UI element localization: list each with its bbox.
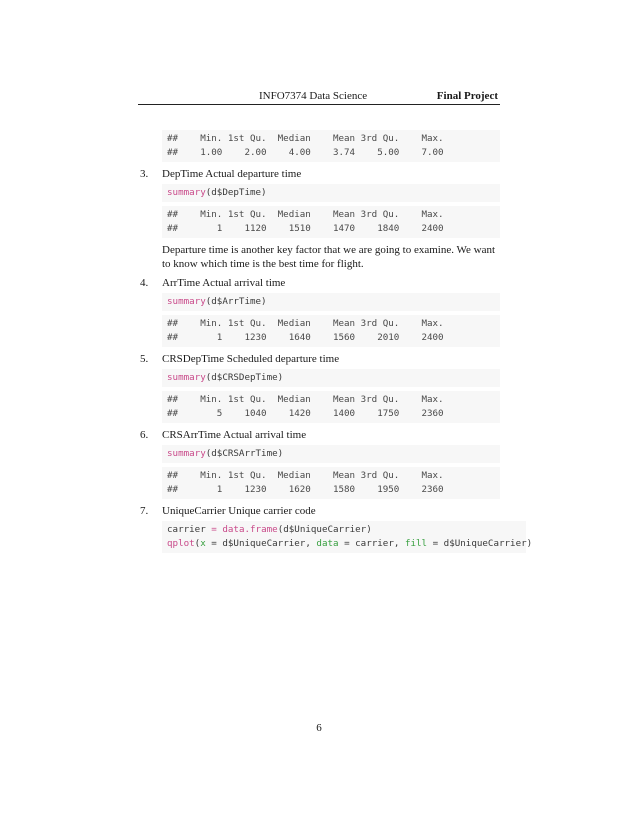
code-arg-name: x xyxy=(200,538,206,549)
code-function: summary xyxy=(167,448,206,459)
code-block xyxy=(162,184,500,202)
code-argument: (d$CRSDepTime) xyxy=(205,372,284,383)
output-line: ## Min. 1st Qu. Median Mean 3rd Qu. Max. xyxy=(167,394,444,405)
code-block xyxy=(162,293,500,311)
code-token: (d$UniqueCarrier) xyxy=(277,524,372,535)
code-arg-name: data xyxy=(316,538,339,549)
item-number: 6. xyxy=(140,429,149,441)
item-title: CRSDepTime Scheduled departure time xyxy=(162,353,340,365)
code-arg-name: fill xyxy=(404,538,428,549)
item-uniquecarrier xyxy=(140,504,540,553)
item-number: 3. xyxy=(140,168,149,180)
code-token: = carrier, xyxy=(338,538,405,549)
code-block xyxy=(162,445,500,463)
code-line xyxy=(167,537,533,551)
page-content xyxy=(140,130,540,553)
output-line: ## Min. 1st Qu. Median Mean 3rd Qu. Max. xyxy=(167,318,444,329)
code-argument: (d$DepTime) xyxy=(205,187,267,198)
item-heading xyxy=(140,504,540,519)
project-title: Final Project xyxy=(436,90,498,102)
item-crsdeptime xyxy=(140,352,540,423)
code-function: summary xyxy=(167,296,206,307)
item-heading xyxy=(140,276,540,291)
output-block xyxy=(162,391,500,423)
item-title: UniqueCarrier Unique carrier code xyxy=(162,505,316,517)
output-line: ## 1 1120 1510 1470 1840 2400 xyxy=(167,223,444,234)
item-title: ArrTime Actual arrival time xyxy=(162,277,286,289)
output-line: ## Min. 1st Qu. Median Mean 3rd Qu. Max. xyxy=(167,133,444,144)
code-argument: (d$ArrTime) xyxy=(205,296,267,307)
code-token: = d$UniqueCarrier) xyxy=(427,538,533,549)
item-title: DepTime Actual departure time xyxy=(162,168,302,180)
output-line: ## Min. 1st Qu. Median Mean 3rd Qu. Max. xyxy=(167,209,444,220)
code-block xyxy=(162,369,500,387)
item-crsarrtime xyxy=(140,428,540,499)
item-heading xyxy=(140,352,540,367)
item-deptime xyxy=(140,167,540,271)
header-rule xyxy=(138,104,500,105)
code-function: summary xyxy=(167,187,206,198)
code-token: carrier xyxy=(167,524,212,535)
output-line: ## 1 1230 1620 1580 1950 2360 xyxy=(167,484,444,495)
code-function: summary xyxy=(167,372,206,383)
output-line: ## 1.00 2.00 4.00 3.74 5.00 7.00 xyxy=(167,147,444,158)
code-token: ( xyxy=(194,538,201,549)
item-number: 7. xyxy=(140,505,149,517)
code-function: qplot xyxy=(167,538,195,549)
page-number: 6 xyxy=(316,722,322,734)
code-argument: (d$CRSArrTime) xyxy=(205,448,284,459)
code-block xyxy=(162,521,533,553)
paragraph: Departure time is another key factor that we are going to examine. We want to know which time is the best time for flight. xyxy=(162,244,496,270)
output-line: ## Min. 1st Qu. Median Mean 3rd Qu. Max. xyxy=(167,470,444,481)
code-function: data.frame xyxy=(222,524,278,535)
output-block xyxy=(162,315,500,347)
item-arrtime xyxy=(140,276,540,347)
course-title: INFO7374 Data Science xyxy=(259,90,368,102)
top-output-block xyxy=(162,130,500,162)
output-line: ## 1 1230 1640 1560 2010 2400 xyxy=(167,332,444,343)
item-number: 5. xyxy=(140,353,149,365)
output-line: ## 5 1040 1420 1400 1750 2360 xyxy=(167,408,444,419)
output-block xyxy=(162,467,500,499)
item-title: CRSArrTime Actual arrival time xyxy=(162,429,307,441)
code-line xyxy=(167,523,521,537)
item-number: 4. xyxy=(140,277,149,289)
output-block xyxy=(162,206,500,238)
code-operator: = xyxy=(211,524,217,535)
code-token: = d$UniqueCarrier, xyxy=(205,538,317,549)
item-heading xyxy=(140,428,540,443)
item-heading xyxy=(140,167,540,182)
